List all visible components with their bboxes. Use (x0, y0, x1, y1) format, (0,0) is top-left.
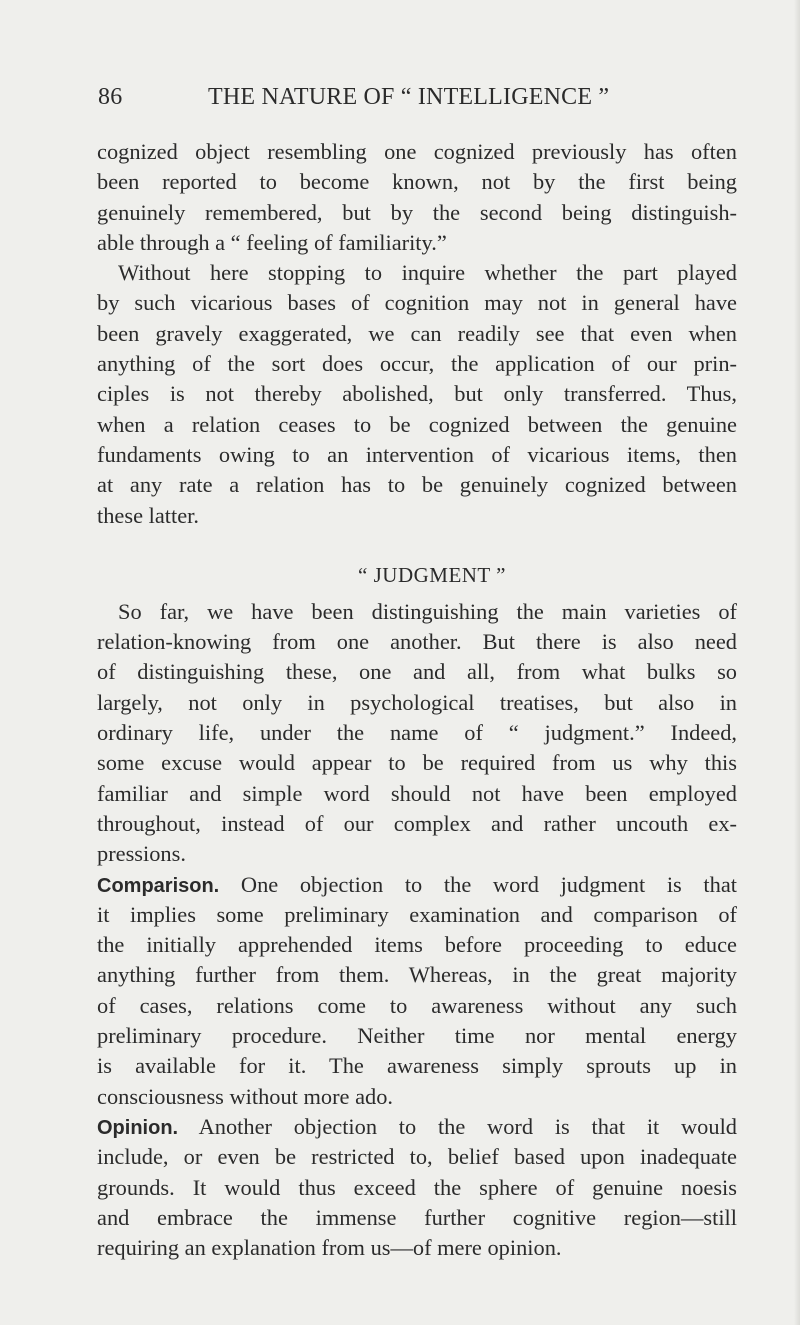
text-line: requiring an explanation from us—of mere opinion. (97, 1235, 562, 1261)
text-line: of distinguishing these, one and all, from what bulks so (97, 659, 737, 685)
page-header (98, 84, 718, 118)
text-line: anything further from them. Whereas, in the great majority (97, 962, 737, 988)
text-line: pressions. (97, 841, 186, 867)
text-line: preliminary procedure. Neither time nor mental energy (97, 1023, 737, 1049)
text-line: been gravely exaggerated, we can readily see that even when (97, 320, 737, 346)
text-line (97, 870, 737, 900)
page-edge-shadow (794, 0, 800, 1325)
text-line: is available for it. The awareness simply sprouts up in (97, 1053, 737, 1079)
text-line: cognized object resembling one cognized previously has often (97, 139, 737, 164)
runin-heading-opinion: Opinion. (97, 1116, 179, 1139)
text-line: these latter. (97, 502, 199, 528)
paragraph-2 (97, 258, 737, 531)
text-line: the initially apprehended items before proceeding to educe (97, 932, 737, 958)
text-line: by such vicarious bases of cognition may not in general have (97, 290, 737, 316)
text-span: One objection to the word judgment is that (240, 871, 737, 897)
paragraph-comparison (97, 870, 737, 1112)
paragraph-opinion (97, 1112, 737, 1263)
paragraph-1 (97, 137, 737, 258)
page-number: 86 (98, 84, 123, 110)
text-line: when a relation ceases to be cognized between the genuine (97, 411, 737, 437)
text-line: So far, we have been distinguishing the main varieties of (118, 598, 737, 624)
text-line: able through a “ feeling of familiarity.” (97, 229, 447, 255)
text-line: familiar and simple word should not have been employed (97, 780, 737, 806)
text-line: ciples is not thereby abolished, but only transferred. Thus, (97, 381, 737, 407)
text-line: of cases, relations come to awareness without any such (97, 992, 737, 1018)
text-line: largely, not only in psychological treatises, but also in (97, 689, 737, 715)
text-line: genuinely remembered, but by the second being distinguish- (97, 199, 737, 225)
text-line: grounds. It would thus exceed the sphere of genuine noesis (97, 1174, 737, 1200)
text-line: ordinary life, under the name of “ judgment.” Indeed, (97, 720, 737, 746)
text-line: it implies some preliminary examination and comparison of (97, 901, 737, 927)
runin-heading-comparison: Comparison. (97, 874, 220, 897)
section-heading: “ JUDGMENT ” (358, 562, 506, 587)
text-line: some excuse would appear to be required from us why this (97, 750, 737, 776)
text-line: at any rate a relation has to be genuinely cognized between (97, 472, 737, 498)
text-line: fundaments owing to an intervention of vicarious items, then (97, 441, 737, 467)
text-line: include, or even be restricted to, belief based upon inadequate (97, 1144, 737, 1170)
text-line: anything of the sort does occur, the application of our prin- (97, 351, 737, 377)
paragraph-3 (97, 597, 737, 870)
text-line: consciousness without more ado. (97, 1083, 394, 1109)
text-line: and embrace the immense further cognitive region—still (97, 1204, 737, 1230)
body-text (97, 137, 737, 1263)
text-line: been reported to become known, not by the first being (97, 169, 737, 195)
text-line (97, 1112, 737, 1142)
text-span: Another objection to the word is that it would (198, 1113, 737, 1139)
text-line: throughout, instead of our complex and rather uncouth ex- (97, 810, 737, 836)
text-line: relation-knowing from one another. But there is also need (97, 629, 737, 655)
running-title: THE NATURE OF “ INTELLIGENCE ” (208, 84, 610, 110)
text-line: Without here stopping to inquire whether the part played (118, 260, 737, 286)
